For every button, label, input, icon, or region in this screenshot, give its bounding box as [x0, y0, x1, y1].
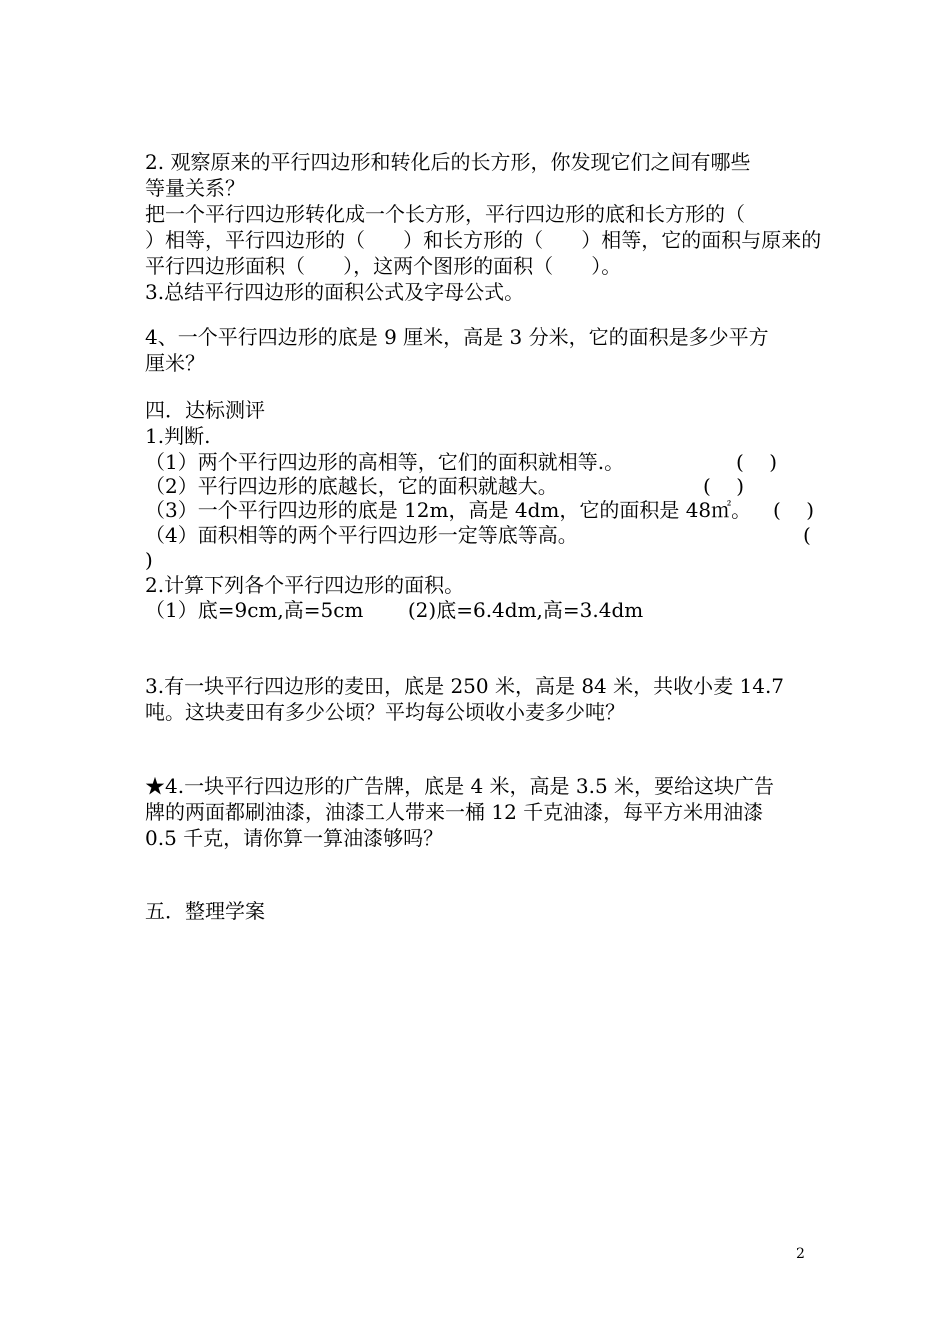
problem-3-line-1: 3.有一块平行四边形的麦田，底是 250 米，高是 84 米，共收小麦 14.7	[145, 674, 785, 698]
section-5-heading: 五．整理学案	[145, 899, 265, 923]
problem-4-line-2: 牌的两面都刷油漆，油漆工人带来一桶 12 千克油漆，每平方米用油漆	[145, 800, 764, 824]
judge-item-3-paren: ( )	[773, 498, 815, 522]
judge-item-4: （4）面积相等的两个平行四边形一定等底等高。	[145, 523, 578, 547]
judge-title: 1.判断.	[145, 424, 211, 448]
question-4-line-2: 厘米？	[145, 351, 205, 375]
judge-item-2: （2）平行四边形的底越长，它的面积就越大。	[145, 474, 558, 498]
judge-item-4-paren-open: (	[803, 523, 811, 547]
problem-4-line-3: 0.5 千克，请你算一算油漆够吗？	[145, 826, 444, 850]
question-3: 3.总结平行四边形的面积公式及字母公式。	[145, 280, 525, 304]
problem-4-line-1: ★4.一块平行四边形的广告牌，底是 4 米，高是 3.5 米，要给这块广告	[145, 774, 775, 798]
question-2-line-1: 2. 观察原来的平行四边形和转化后的长方形，你发现它们之间有哪些	[145, 150, 751, 174]
fill-blank-line-2: ）相等，平行四边形的（ ）和长方形的（ ）相等，它的面积与原来的	[145, 228, 822, 252]
judge-item-1: （1）两个平行四边形的高相等，它们的面积就相等.。	[145, 450, 625, 474]
calc-items: （1）底=9cm,高=5cm (2)底=6.4dm,高=3.4dm	[145, 598, 644, 622]
fill-blank-line-1: 把一个平行四边形转化成一个长方形，平行四边形的底和长方形的（	[145, 202, 745, 226]
section-4-heading: 四．达标测评	[145, 398, 265, 422]
judge-item-3: （3）一个平行四边形的底是 12m，高是 4dm，它的面积是 48㎡。	[145, 498, 752, 522]
judge-item-4-paren-close: )	[145, 548, 153, 572]
question-2-line-2: 等量关系？	[145, 176, 245, 200]
problem-3-line-2: 吨。这块麦田有多少公顷？平均每公顷收小麦多少吨？	[145, 700, 625, 724]
judge-item-1-paren: ( )	[736, 450, 778, 474]
calc-title: 2.计算下列各个平行四边形的面积。	[145, 573, 465, 597]
fill-blank-line-3: 平行四边形面积（ ），这两个图形的面积（ ）。	[145, 254, 622, 278]
page-number: 2	[796, 1246, 805, 1262]
question-4-line-1: 4、一个平行四边形的底是 9 厘米，高是 3 分米，它的面积是多少平方	[145, 325, 769, 349]
judge-item-2-paren: ( )	[703, 474, 745, 498]
